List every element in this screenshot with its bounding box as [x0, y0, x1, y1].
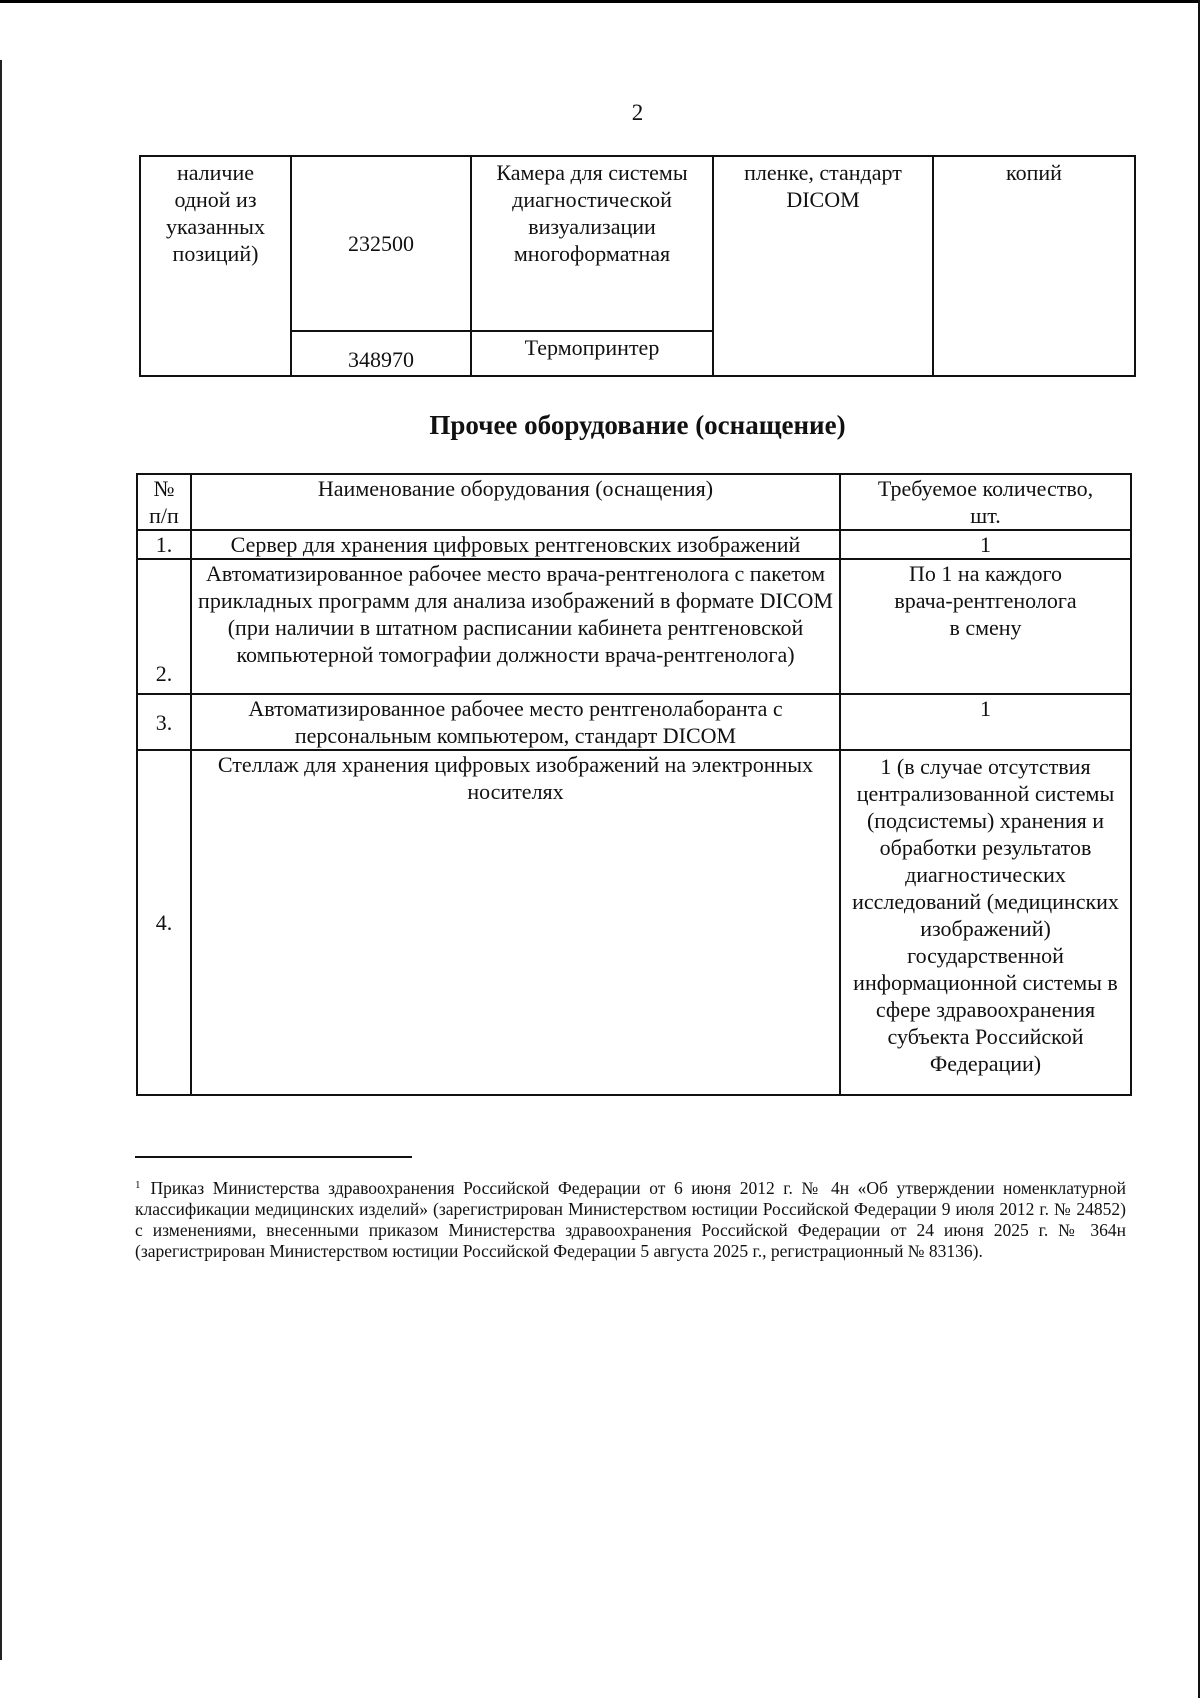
equipment-table — [136, 473, 1132, 1096]
row-qty: По 1 на каждого врача-рентгенолога в смену — [840, 559, 1131, 694]
table-header-row — [137, 474, 1131, 530]
row-name: Автоматизированное рабочее место врача-рентгенолога с пакетом прикладных программ для анализа изображений в формате DICOM (при наличии в штатном расписании кабинета рентгеновской компьютерной томографии должности врача-рентгенолога) — [191, 559, 840, 694]
row-qty: 1 (в случае отсутствия централизованной системы (подсистемы) хранения и обработки результатов диагностических исследований (медицинских изображений) государственной информационной системы в сфере здравоохранения субъекта Российской Федерации) — [840, 750, 1131, 1095]
row-qty: 1 — [840, 530, 1131, 559]
scan-edge-top — [0, 0, 1200, 3]
continuation-table — [139, 155, 1136, 377]
table-row — [137, 694, 1131, 750]
table-row — [137, 530, 1131, 559]
row-name: Автоматизированное рабочее место рентгенолаборанта с персональным компьютером, стандарт DICOM — [191, 694, 840, 750]
header-name: Наименование оборудования (оснащения) — [191, 474, 840, 530]
row-num: 4. — [137, 750, 191, 1095]
row-name: Стеллаж для хранения цифровых изображений на электронных носителях — [191, 750, 840, 1095]
footnote-separator — [135, 1156, 412, 1158]
table-cell: пленке, стандарт DICOM — [713, 156, 933, 376]
row-num: 3. — [137, 694, 191, 750]
footnote-marker: 1 — [135, 1179, 141, 1191]
table-cell: копий — [933, 156, 1135, 376]
row-num: 1. — [137, 530, 191, 559]
header-qty: Требуемое количество, шт. — [840, 474, 1131, 530]
table-cell: Термопринтер — [471, 331, 713, 376]
scan-edge-left — [0, 60, 2, 1660]
table-row — [137, 750, 1131, 1095]
table-cell: Камера для системы диагностической визуализации многоформатная — [471, 156, 713, 331]
table-cell: наличие одной из указанных позиций) — [140, 156, 291, 376]
table-row — [140, 156, 1135, 331]
header-num: № п/п — [137, 474, 191, 530]
footnote-text: Приказ Министерства здравоохранения Российской Федерации от 6 июня 2012 г. № 4н «Об утверждении номенклатурной классификации медицинских изделий» (зарегистрирован Министерством юстиции Российской Федерации 9 июля 2012 г. № 24852) с изменениями, внесенными приказом Министерства здравоохранения Российской Федерации от 24 июня 2025 г. № 364н (зарегистрирован Министерством юстиции Российской Федерации 5 августа 2025 г., регистрационный № 83136). — [135, 1178, 1126, 1261]
table-cell: 348970 — [291, 331, 471, 376]
section-title: Прочее оборудование (оснащение) — [429, 410, 846, 440]
footnote — [135, 1175, 1126, 1262]
page-number: 2 — [631, 100, 644, 125]
table-row — [137, 559, 1131, 694]
row-name: Сервер для хранения цифровых рентгеновских изображений — [191, 530, 840, 559]
row-num: 2. — [137, 559, 191, 694]
table-cell: 232500 — [291, 156, 471, 331]
row-qty: 1 — [840, 694, 1131, 750]
